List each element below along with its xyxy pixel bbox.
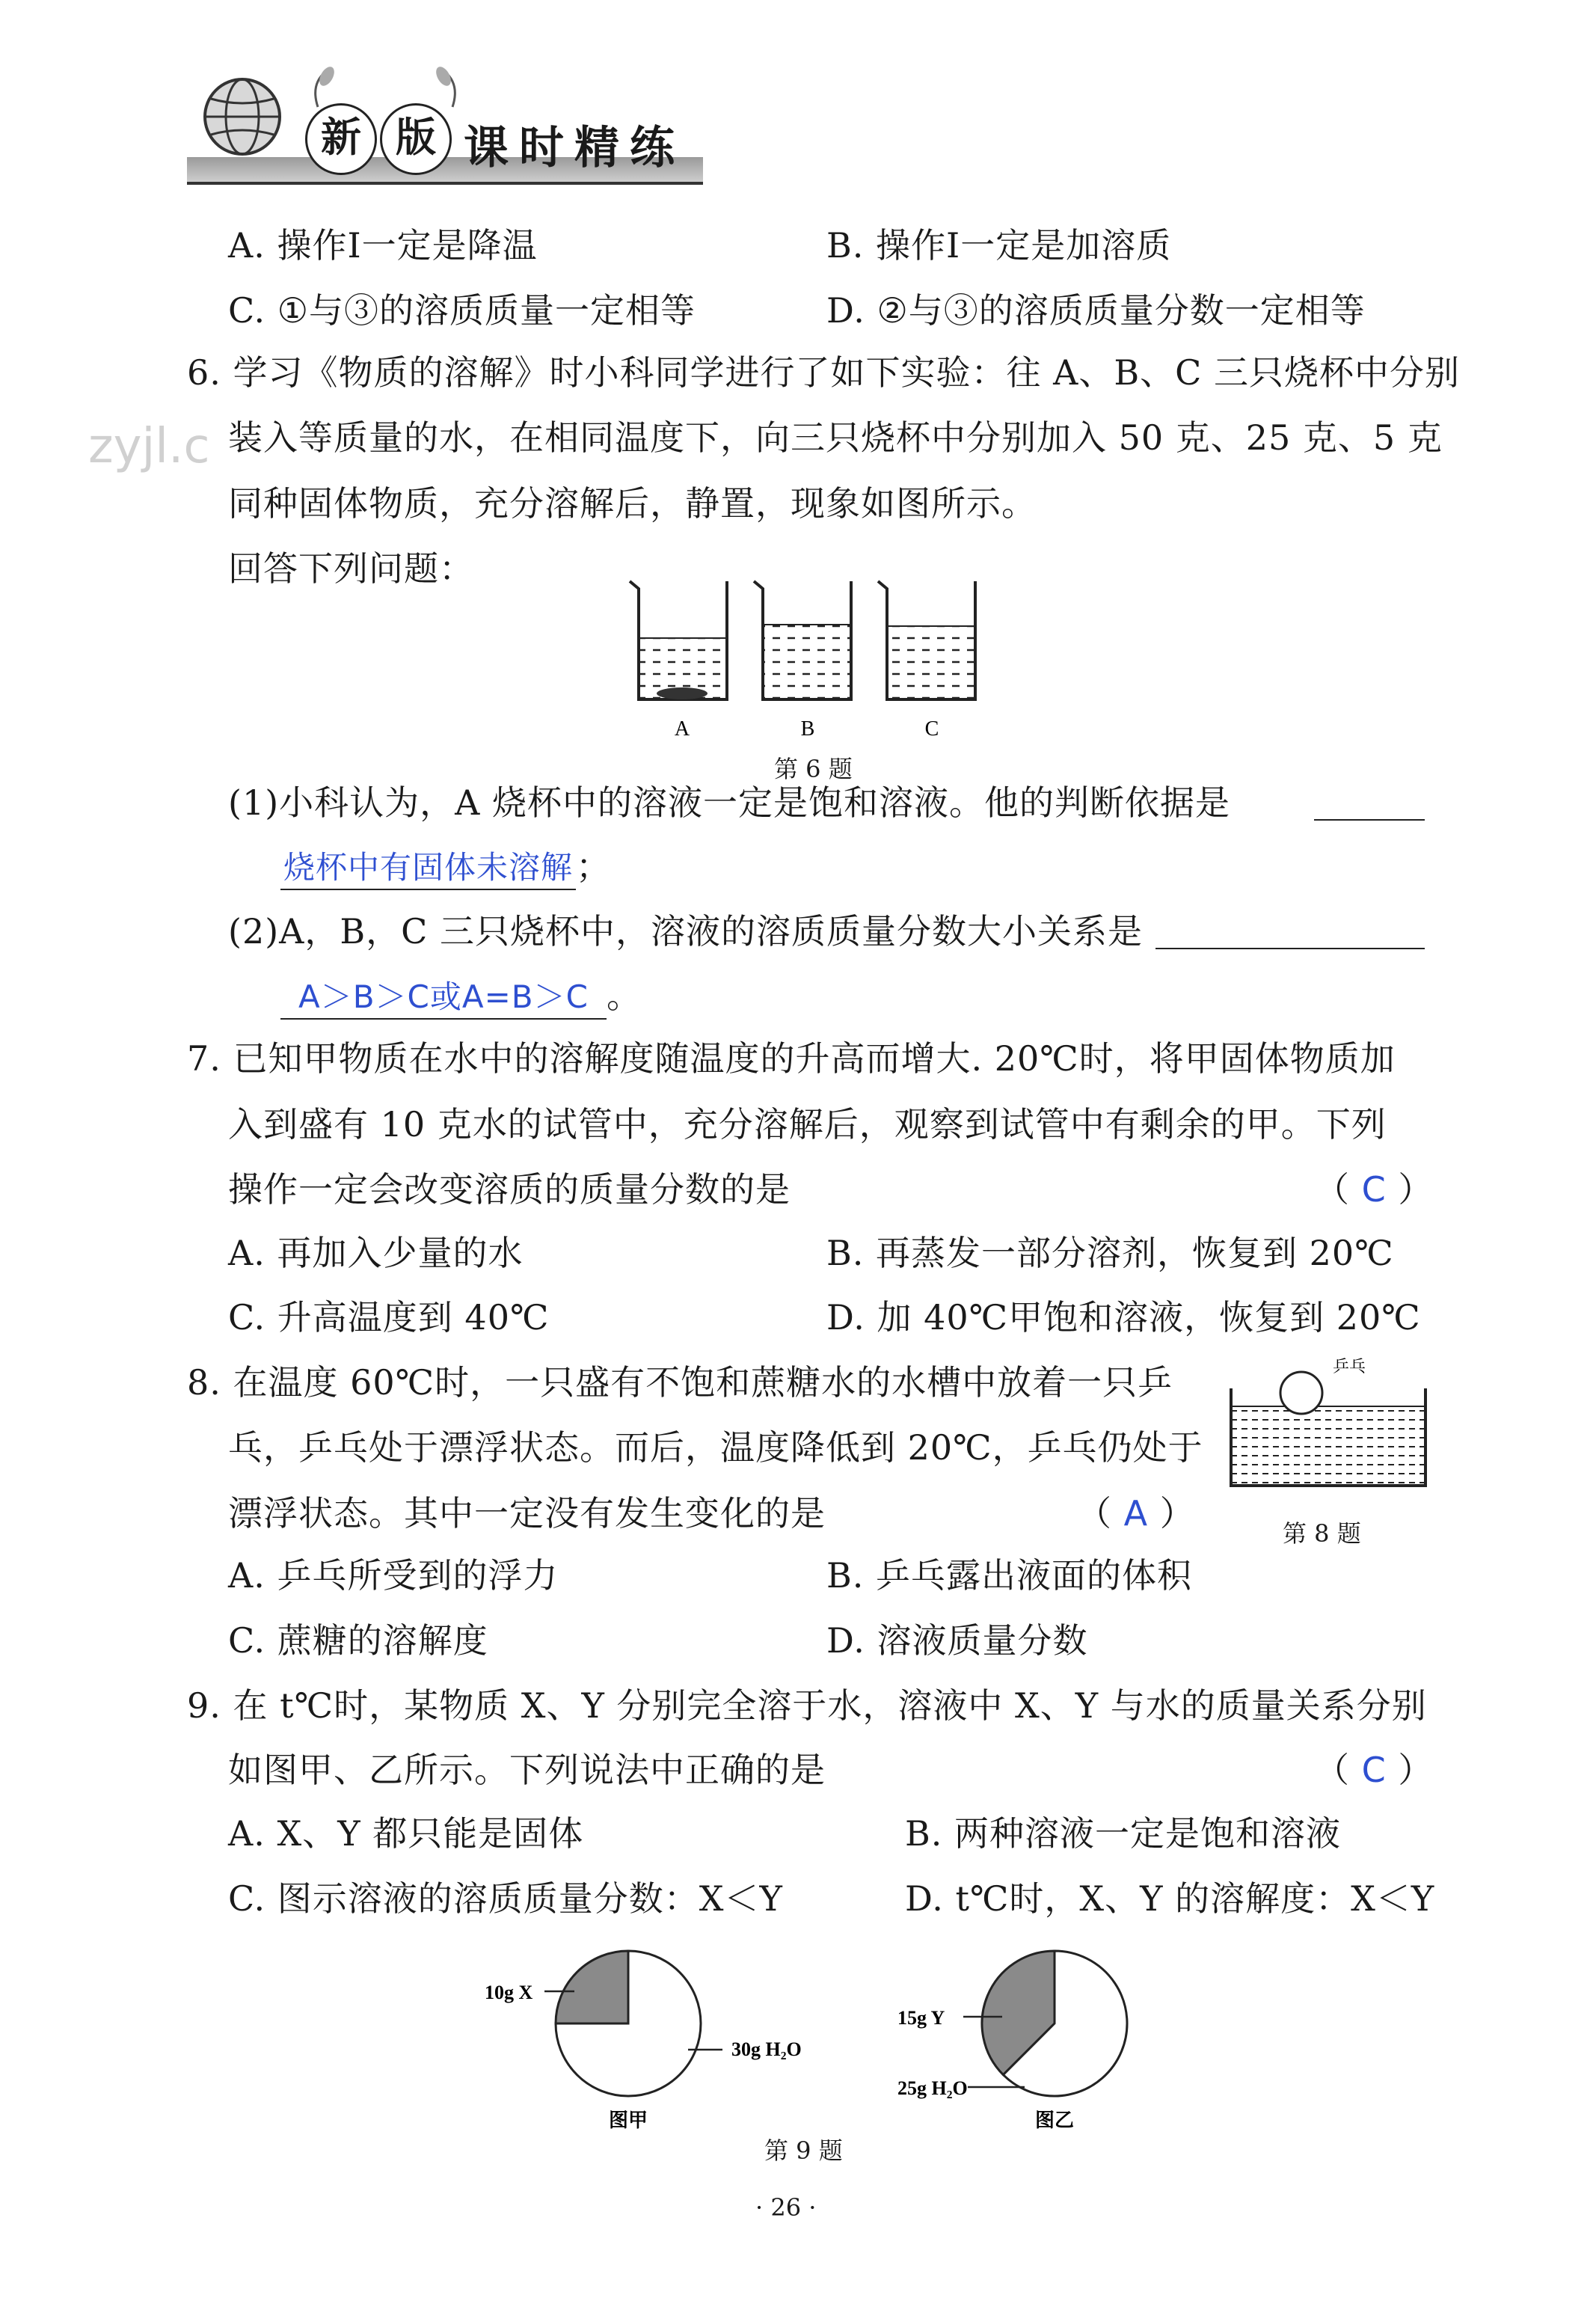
q8-answer-bracket: （ A ） xyxy=(1077,1493,1195,1534)
q9-option-c: C. 图示溶液的溶质质量分数：X＜Y xyxy=(228,1878,783,1919)
q8-stem-line2: 乓，乒乓处于漂浮状态。而后，温度降低到 20℃，乒乓仍处于 xyxy=(228,1427,1203,1468)
q8-fig-label: 乒乓 xyxy=(1333,1358,1366,1376)
q6-sub1-answer: 烧杯中有固体未溶解 xyxy=(280,849,576,890)
globe-logo-icon xyxy=(200,75,284,159)
q6-beakers-figure xyxy=(621,572,1010,752)
q8-tank-figure xyxy=(1219,1352,1443,1502)
q5-option-d: D. ②与③的溶质质量分数一定相等 xyxy=(826,290,1366,331)
q6-figure-caption: 第 6 题 xyxy=(774,755,853,783)
pie-chart-title: 图甲 xyxy=(608,2109,648,2132)
q6-sub2-text: (2)A，B，C 三只烧杯中，溶液的溶质质量分数大小关系是 xyxy=(228,911,1144,952)
beaker-a xyxy=(630,581,727,699)
beaker-label-b: B xyxy=(800,717,815,741)
q6-stem-line3: 同种固体物质，充分溶解后，静置，现象如图所示。 xyxy=(228,483,1037,524)
q9-stem-line2: 如图甲、乙所示。下列说法中正确的是 xyxy=(228,1750,826,1790)
pie-slice-label: 25g H₂O xyxy=(897,2077,968,2099)
pie-slice-label: 30g H₂O xyxy=(731,2038,802,2060)
q8-option-d: D. 溶液质量分数 xyxy=(826,1620,1088,1661)
pie-slice-label: 15g Y xyxy=(897,2007,945,2029)
header-badge-edition: 版 xyxy=(380,103,452,175)
beaker-c xyxy=(878,581,975,699)
q9-figure-caption: 第 9 题 xyxy=(764,2136,843,2165)
q6-prompt: 回答下列问题： xyxy=(228,548,474,589)
q6-sub1-answer-line xyxy=(280,846,612,886)
header-title: 课时精练 xyxy=(464,122,685,174)
q9-pie-chart-yi xyxy=(890,1930,1204,2139)
q8-stem-line3: 漂浮状态。其中一定没有发生变化的是 xyxy=(228,1493,826,1534)
q7-option-c: C. 升高温度到 40℃ xyxy=(228,1297,550,1338)
q5-option-c: C. ①与③的溶质质量一定相等 xyxy=(228,290,696,331)
beaker-label-a: A xyxy=(674,717,690,741)
q7-option-b: B. 再蒸发一部分溶剂，恢复到 20℃ xyxy=(826,1233,1394,1273)
ping-pong-ball xyxy=(1280,1372,1322,1414)
q8-option-c: C. 蔗糖的溶解度 xyxy=(228,1620,488,1661)
pie-chart-title: 图乙 xyxy=(1034,2109,1075,2132)
q8-figure-caption: 第 8 题 xyxy=(1283,1519,1361,1548)
q6-sub2-answer-line xyxy=(280,975,642,1016)
q9-pie-chart-jia xyxy=(479,1930,868,2139)
pie-slice-label: 10g X xyxy=(485,1982,533,2003)
q6-sub2-end: 。 xyxy=(606,975,642,1016)
header-rule xyxy=(187,182,703,185)
q6-stem-line2: 装入等质量的水，在相同温度下，向三只烧杯中分别加入 50 克、25 克、5 克 xyxy=(228,417,1443,458)
q8-option-a: A. 乒乓所受到的浮力 xyxy=(228,1555,559,1596)
watermark: zyjl.c xyxy=(88,419,210,474)
q5-option-b: B. 操作Ⅰ一定是加溶质 xyxy=(826,225,1172,266)
beaker-b xyxy=(754,581,851,699)
q7-answer: C xyxy=(1361,1169,1387,1210)
q7-answer-bracket: （ C ） xyxy=(1315,1169,1434,1210)
q7-stem-line1: 7. 已知甲物质在水中的溶解度随温度的升高而增大. 20℃时，将甲固体物质加 xyxy=(187,1038,1396,1079)
q8-option-b: B. 乒乓露出液面的体积 xyxy=(826,1555,1193,1596)
q9-stem-line1: 9. 在 t℃时，某物质 X、Y 分别完全溶于水，溶液中 X、Y 与水的质量关系分别 xyxy=(187,1685,1427,1726)
q7-option-a: A. 再加入少量的水 xyxy=(228,1233,524,1273)
q9-option-a: A. X、Y 都只能是固体 xyxy=(228,1813,584,1854)
q6-sub2-blank-tail xyxy=(1155,946,1425,949)
q9-option-d: D. t℃时，X、Y 的溶解度：X＜Y xyxy=(905,1878,1435,1919)
q8-answer: A xyxy=(1123,1493,1149,1534)
q8-stem-line1: 8. 在温度 60℃时，一只盛有不饱和蔗糖水的水槽中放着一只乒 xyxy=(187,1362,1173,1403)
beaker-label-c: C xyxy=(924,717,939,741)
q7-stem-line3: 操作一定会改变溶质的质量分数的是 xyxy=(228,1169,791,1210)
q9-option-b: B. 两种溶液一定是饱和溶液 xyxy=(905,1813,1342,1854)
pie-slice xyxy=(556,1951,628,2023)
page-number: · 26 · xyxy=(755,2193,817,2222)
header-badge-new: 新 xyxy=(305,103,377,175)
q7-stem-line2: 入到盛有 10 克水的试管中，充分溶解后，观察到试管中有剩余的甲。下列 xyxy=(228,1104,1387,1145)
q7-option-d: D. 加 40℃甲饱和溶液，恢复到 20℃ xyxy=(826,1297,1421,1338)
q9-answer-bracket: （ C ） xyxy=(1315,1750,1434,1790)
q6-sub1-blank-tail xyxy=(1314,818,1425,821)
q6-sub1-text: (1)小科认为，A 烧杯中的溶液一定是饱和溶液。他的判断依据是 xyxy=(228,782,1231,823)
q6-sub2-answer: A＞B＞C或A=B＞C xyxy=(280,978,607,1020)
q6-sub1-end: ； xyxy=(576,846,612,886)
q6-stem-line1: 6. 学习《物质的溶解》时小科同学进行了如下实验：往 A、B、C 三只烧杯中分别 xyxy=(187,352,1460,393)
q9-answer: C xyxy=(1361,1750,1387,1790)
leaf-ornament-icon xyxy=(295,66,475,111)
q5-option-a: A. 操作Ⅰ一定是降温 xyxy=(228,225,538,266)
